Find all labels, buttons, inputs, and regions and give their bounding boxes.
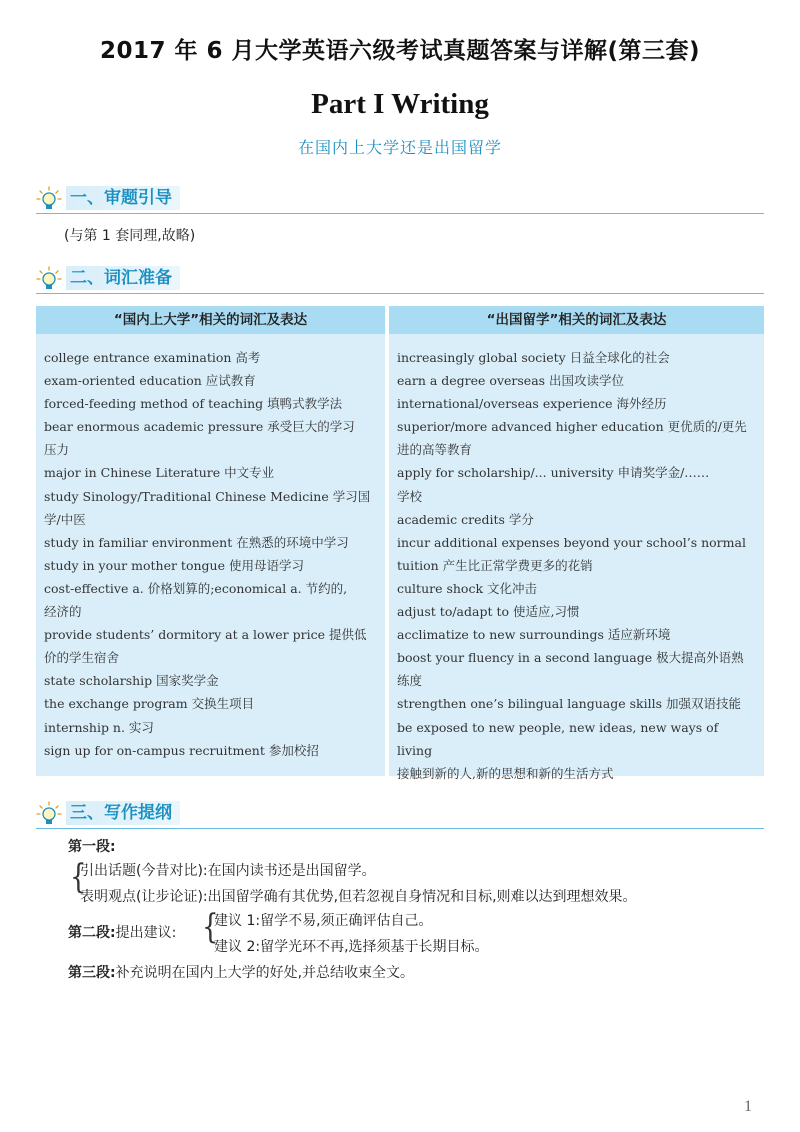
section-note: (与第 1 套同理,故略) bbox=[64, 228, 196, 244]
vocab-line: culture shock 文化冲击 bbox=[397, 580, 538, 596]
vocab-line: internship n. 实习 bbox=[44, 719, 154, 735]
section-divider bbox=[36, 213, 764, 214]
brace-symbol: { bbox=[70, 858, 87, 897]
vocab-line: incur additional expenses beyond your school’s normal bbox=[397, 534, 746, 550]
vocab-list bbox=[36, 334, 385, 762]
vocab-line: apply for scholarship/... university 申请奖学金/…… bbox=[397, 465, 710, 481]
vocab-line: study in your mother tongue 使用母语学习 bbox=[44, 557, 304, 573]
vocab-line: be exposed to new people, new ideas, new ways of living bbox=[397, 719, 719, 758]
section-divider bbox=[36, 828, 764, 829]
vocab-line: 接触到新的人,新的思想和新的生活方式 bbox=[397, 765, 614, 781]
section-label: 二、词汇准备 bbox=[66, 266, 180, 290]
vocab-line: forced-feeding method of teaching 填鸭式教学法 bbox=[44, 396, 343, 412]
section-heading-outline bbox=[36, 799, 764, 829]
section-label: 三、写作提纲 bbox=[66, 801, 180, 825]
vocab-line: state scholarship 国家奖学金 bbox=[44, 673, 219, 689]
vocab-line: bear enormous academic pressure 承受巨大的学习 bbox=[44, 419, 355, 435]
vocab-line: acclimatize to new surroundings 适应新环境 bbox=[397, 627, 671, 643]
lightbulb-icon bbox=[36, 186, 62, 212]
paragraph-1-point-1: 引出话题(今昔对比):在国内读书还是出国留学。 bbox=[80, 863, 376, 879]
part-heading: Part I Writing bbox=[311, 88, 489, 120]
vocab-line: 压力 bbox=[44, 442, 70, 458]
section-label: 一、审题引导 bbox=[66, 186, 180, 210]
vocab-line: cost-effective a. 价格划算的;economical a. 节约的, bbox=[44, 580, 348, 596]
paragraph-2-point-2: 建议 2:留学光环不再,选择须基于长期目标。 bbox=[214, 939, 489, 955]
paragraph-1-label: 第一段: bbox=[68, 839, 116, 855]
vocab-line: study in familiar environment 在熟悉的环境中学习 bbox=[44, 534, 349, 550]
vocab-line: 学/中医 bbox=[44, 511, 86, 527]
vocab-list bbox=[389, 334, 764, 785]
vocab-table bbox=[36, 306, 764, 781]
page-number: 1 bbox=[744, 1098, 752, 1115]
vocab-line: 进的高等教育 bbox=[397, 442, 473, 458]
vocab-line: provide students’ dormitory at a lower price 提供低 bbox=[44, 627, 367, 643]
vocab-line: international/overseas experience 海外经历 bbox=[397, 396, 667, 412]
vocab-line: sign up for on-campus recruitment 参加校招 bbox=[44, 742, 319, 758]
column-header: “国内上大学”相关的词汇及表达 bbox=[36, 306, 385, 334]
lightbulb-icon bbox=[36, 801, 62, 827]
vocab-line: 练度 bbox=[397, 673, 423, 689]
section-divider bbox=[36, 293, 764, 294]
vocab-line: study Sinology/Traditional Chinese Medicine 学习国 bbox=[44, 488, 371, 504]
vocab-line: academic credits 学分 bbox=[397, 511, 534, 527]
paragraph-1-point-2: 表明观点(让步论证):出国留学确有其优势,但若忽视自身情况和目标,则难以达到理想效果。 bbox=[80, 889, 637, 905]
vocab-line: superior/more advanced higher education 更优质的/更先 bbox=[397, 419, 747, 435]
vocab-line: the exchange program 交换生项目 bbox=[44, 696, 255, 712]
vocab-line: boost your fluency in a second language 极大提高外语熟 bbox=[397, 650, 744, 666]
column-header: “出国留学”相关的词汇及表达 bbox=[389, 306, 764, 334]
section-heading-review bbox=[36, 184, 764, 214]
paragraph-2-point-1: 建议 1:留学不易,须正确评估自己。 bbox=[214, 913, 433, 929]
vocab-line: major in Chinese Literature 中文专业 bbox=[44, 465, 275, 481]
vocab-line: earn a degree overseas 出国攻读学位 bbox=[397, 373, 625, 389]
vocab-line: increasingly global society 日益全球化的社会 bbox=[397, 350, 670, 365]
vocab-line: exam-oriented education 应试教育 bbox=[44, 373, 256, 389]
vocab-column-domestic bbox=[36, 306, 385, 776]
section-heading-vocab bbox=[36, 264, 764, 294]
paragraph-2-prefix: 提出建议: bbox=[115, 925, 177, 941]
essay-topic: 在国内上大学还是出国留学 bbox=[297, 138, 502, 157]
vocab-line: adjust to/adapt to 使适应,习惯 bbox=[397, 604, 580, 620]
vocab-line: 价的学生宿舍 bbox=[44, 650, 120, 666]
brace-symbol: { bbox=[202, 908, 219, 947]
paragraph-2-label: 第二段: bbox=[68, 925, 116, 941]
paragraph-3-text: 补充说明在国内上大学的好处,并总结收束全文。 bbox=[115, 965, 415, 981]
vocab-column-abroad bbox=[389, 306, 764, 781]
vocab-line: 经济的 bbox=[44, 604, 82, 620]
vocab-line: tuition 产生比正常学费更多的花销 bbox=[397, 557, 593, 573]
lightbulb-icon bbox=[36, 266, 62, 292]
vocab-line: college entrance examination 高考 bbox=[44, 350, 261, 365]
vocab-line: strengthen one’s bilingual language skills 加强双语技能 bbox=[397, 696, 741, 712]
page-title: 2017 年 6 月大学英语六级考试真题答案与详解(第三套) bbox=[99, 38, 701, 64]
vocab-line: 学校 bbox=[397, 488, 423, 504]
paragraph-3-label: 第三段: bbox=[68, 965, 116, 981]
